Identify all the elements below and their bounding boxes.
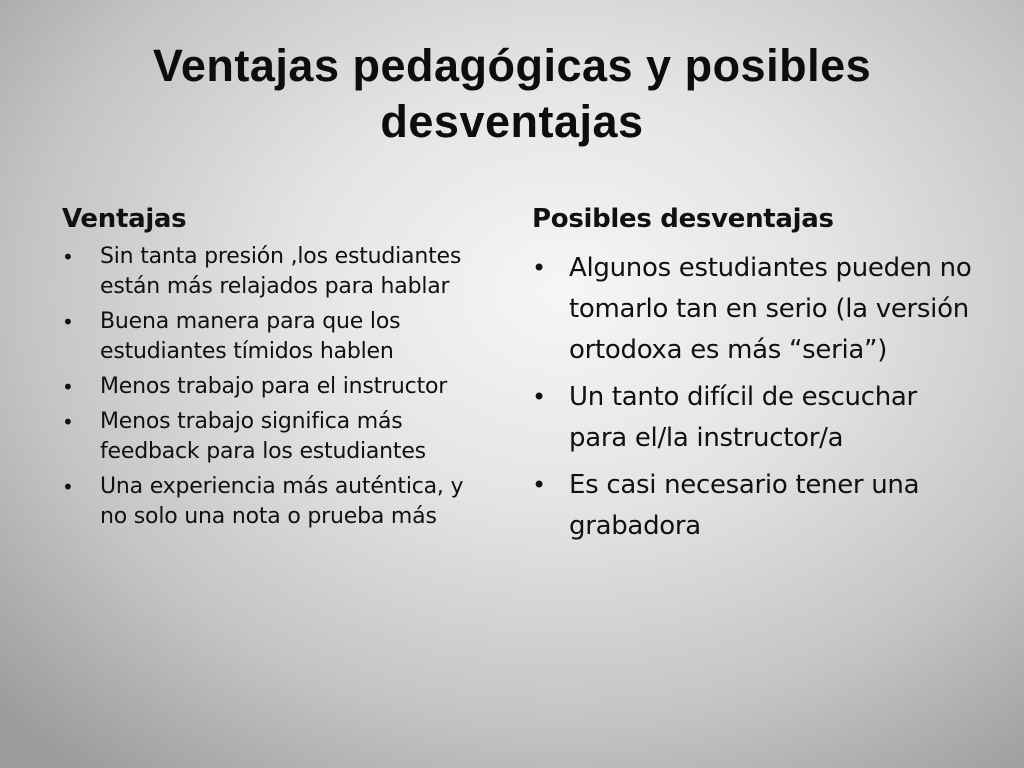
list-item-text: Una experiencia más auténtica, y no solo una nota o prueba más: [100, 474, 464, 529]
list-item: [532, 465, 982, 547]
bullet-icon: •: [62, 375, 74, 399]
list-item: [532, 248, 982, 371]
list-item: [62, 307, 492, 367]
disadvantages-column: [532, 200, 982, 553]
bullet-icon: •: [62, 245, 74, 269]
list-item: [62, 472, 492, 532]
list-item-text: Menos trabajo significa más feedback para los estudiantes: [100, 409, 426, 464]
list-item-text: Buena manera para que los estudiantes tímidos hablen: [100, 309, 401, 364]
list-item: [62, 242, 492, 302]
list-item: [532, 377, 982, 459]
bullet-icon: •: [62, 310, 74, 334]
disadvantages-list: [532, 248, 982, 547]
bullet-icon: •: [532, 383, 546, 411]
list-item-text: Es casi necesario tener una grabadora: [569, 470, 920, 541]
bullet-icon: •: [532, 254, 546, 282]
disadvantages-heading: Posibles desventajas: [532, 204, 834, 234]
advantages-list: [62, 242, 492, 532]
bullet-icon: •: [532, 471, 546, 499]
list-item: [62, 372, 492, 402]
list-item-text: Menos trabajo para el instructor: [100, 374, 448, 399]
advantages-heading: Ventajas: [62, 204, 187, 234]
list-item: [62, 407, 492, 467]
bullet-icon: •: [62, 475, 74, 499]
advantages-column: [62, 200, 492, 537]
bullet-icon: •: [62, 410, 74, 434]
list-item-text: Algunos estudiantes pueden no tomarlo tan en serio (la versión ortodoxa es más “seria”): [569, 253, 972, 365]
slide-title: Ventajas pedagógicas y posibles desventajas: [152, 40, 872, 147]
list-item-text: Sin tanta presión ,los estudiantes están más relajados para hablar: [100, 244, 462, 299]
list-item-text: Un tanto difícil de escuchar para el/la instructor/a: [569, 382, 917, 453]
